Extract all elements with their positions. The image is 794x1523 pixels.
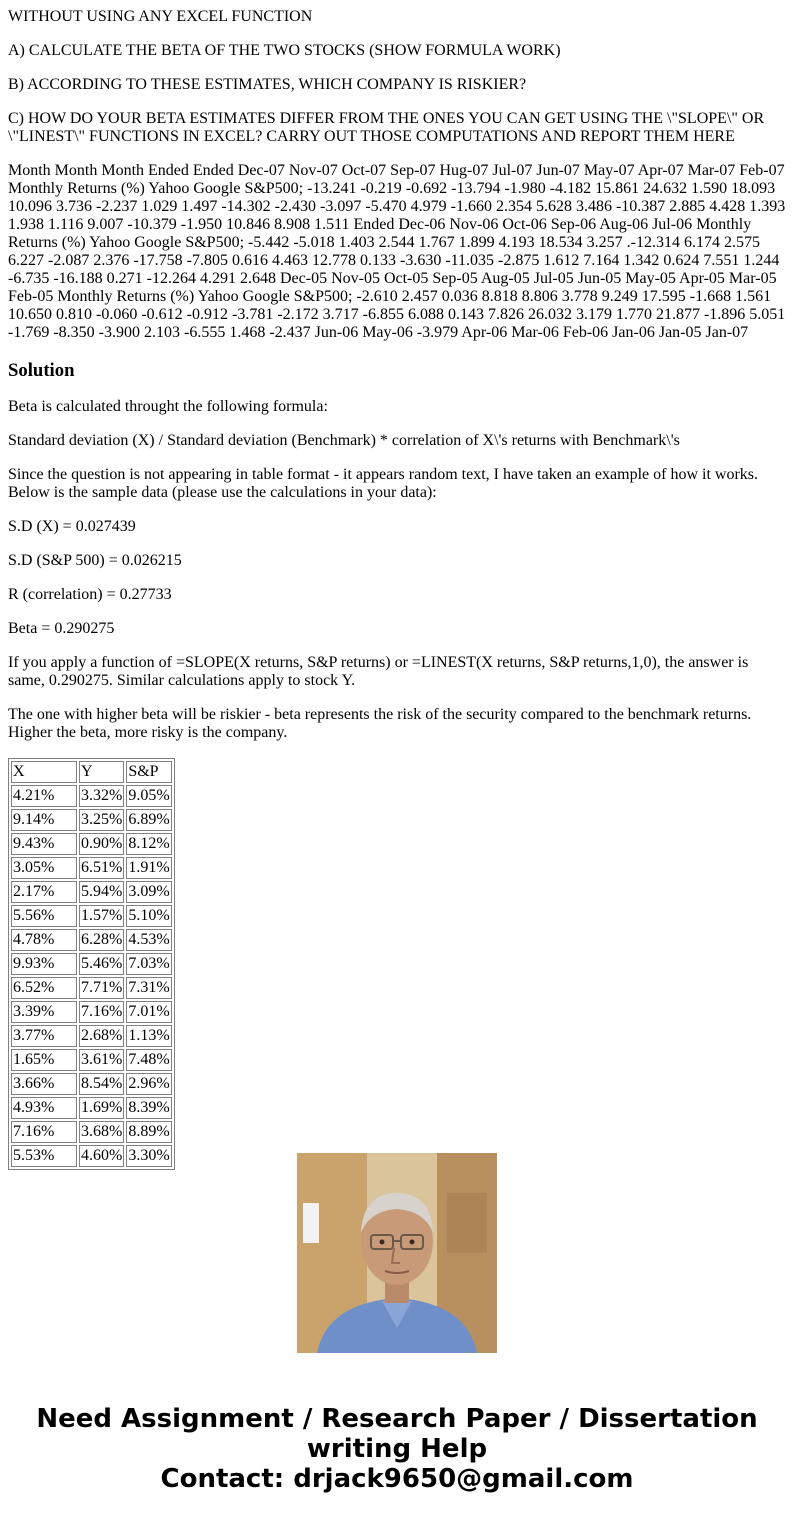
table-header-x: X	[11, 761, 77, 783]
table-cell-y: 3.25%	[79, 809, 124, 831]
table-row	[11, 929, 172, 951]
table-row	[11, 977, 172, 999]
solution-body	[8, 398, 788, 742]
table-cell-y: 7.16%	[79, 1001, 124, 1023]
table-cell-sp: 1.13%	[126, 1025, 171, 1047]
table-cell-x: 4.78%	[11, 929, 77, 951]
table-cell-x: 5.53%	[11, 1145, 77, 1167]
solution-paragraph: Beta is calculated throught the following formula:	[8, 398, 328, 415]
table-cell-x: 1.65%	[11, 1049, 77, 1071]
table-cell-sp: 8.39%	[126, 1097, 171, 1119]
solution-paragraph: If you apply a function of =SLOPE(X returns, S&P returns) or =LINEST(X returns, S&P returns,1,0), the answer is same, 0.290275. Similar calculations apply to stock Y.	[8, 654, 749, 689]
table-cell-x: 2.17%	[11, 881, 77, 903]
table-row	[11, 1121, 172, 1143]
table-cell-y: 7.71%	[79, 977, 124, 999]
table-cell-y: 4.60%	[79, 1145, 124, 1167]
table-cell-x: 9.43%	[11, 833, 77, 855]
table-row	[11, 905, 172, 927]
table-header-sp: S&P	[126, 761, 171, 783]
table-cell-x: 9.14%	[11, 809, 77, 831]
footer-contact: Contact: drjack9650@gmail.com	[160, 1464, 634, 1494]
table-cell-y: 3.61%	[79, 1049, 124, 1071]
table-cell-sp: 5.10%	[126, 905, 171, 927]
solution-beta: Beta = 0.290275	[8, 620, 115, 637]
table-cell-sp: 3.09%	[126, 881, 171, 903]
table-cell-x: 6.52%	[11, 977, 77, 999]
question-line-b: B) ACCORDING TO THESE ESTIMATES, WHICH COMPANY IS RISKIER?	[8, 76, 527, 93]
table-cell-y: 3.68%	[79, 1121, 124, 1143]
table-cell-y: 1.69%	[79, 1097, 124, 1119]
table-header-row	[11, 761, 172, 783]
solution-heading: Solution	[8, 360, 75, 381]
table-row	[11, 1145, 172, 1167]
table-row	[11, 953, 172, 975]
table-row	[11, 833, 172, 855]
table-cell-x: 5.56%	[11, 905, 77, 927]
table-cell-x: 3.39%	[11, 1001, 77, 1023]
table-cell-sp: 9.05%	[126, 785, 171, 807]
table-row	[11, 809, 172, 831]
solution-sd-x: S.D (X) = 0.027439	[8, 518, 136, 535]
footer-line-2: writing Help	[306, 1434, 488, 1464]
table-cell-sp: 7.03%	[126, 953, 171, 975]
table-cell-sp: 2.96%	[126, 1073, 171, 1095]
table-cell-y: 1.57%	[79, 905, 124, 927]
table-cell-sp: 7.01%	[126, 1001, 171, 1023]
author-portrait-image	[297, 1153, 497, 1353]
table-row	[11, 1097, 172, 1119]
table-row	[11, 857, 172, 879]
table-cell-y: 5.46%	[79, 953, 124, 975]
table-row	[11, 1073, 172, 1095]
footer-line-1: Need Assignment / Research Paper / Dissertation	[36, 1404, 758, 1434]
document-content	[8, 0, 788, 1164]
question-block	[8, 8, 788, 342]
solution-paragraph: Standard deviation (X) / Standard deviation (Benchmark) * correlation of X\'s returns with Benchmark\'s	[8, 432, 680, 449]
table-cell-y: 6.28%	[79, 929, 124, 951]
table-cell-sp: 1.91%	[126, 857, 171, 879]
table-cell-x: 3.05%	[11, 857, 77, 879]
table-cell-x: 7.16%	[11, 1121, 77, 1143]
table-cell-x: 3.77%	[11, 1025, 77, 1047]
table-row	[11, 881, 172, 903]
table-cell-x: 3.66%	[11, 1073, 77, 1095]
table-cell-sp: 3.30%	[126, 1145, 171, 1167]
table-cell-sp: 7.48%	[126, 1049, 171, 1071]
solution-paragraph: The one with higher beta will be riskier - beta represents the risk of the security compared to the benchmark returns. Higher the beta, more risky is the company.	[8, 706, 752, 741]
table-cell-sp: 6.89%	[126, 809, 171, 831]
table-cell-sp: 4.53%	[126, 929, 171, 951]
table-cell-x: 4.93%	[11, 1097, 77, 1119]
table-cell-x: 4.21%	[11, 785, 77, 807]
solution-sd-sp: S.D (S&P 500) = 0.026215	[8, 552, 182, 569]
table-cell-y: 8.54%	[79, 1073, 124, 1095]
table-cell-sp: 8.89%	[126, 1121, 171, 1143]
author-avatar	[297, 1153, 497, 1353]
question-data-text: Month Month Month Ended Ended Dec-07 Nov-07 Oct-07 Sep-07 Hug-07 Jul-07 Jun-07 May-07 Apr-07 Mar-07 Feb-07 Monthly Returns (%) Yahoo Google S&P500; -13.241 -0.219 -0.692 -13.794 -1.980 -4.182 15.861 24.632 1.590 18.093 10.096 3.736 -2.237 1.029 1.497 -14.302 -2.430 -3.097 -5.470 4.979 -1.660 2.354 5.628 3.486 -10.387 2.885 4.428 1.393 1.938 1.116 9.007 -10.379 -1.950 10.846 8.908 1.511 Ended Dec-06 Nov-06 Oct-06 Sep-06 Aug-06 Jul-06 Monthly Returns (%) Yahoo Google S&P500; -5.442 -5.018 1.403 2.544 1.767 1.899 4.193 18.534 3.257 .-12.314 6.174 2.575 6.227 -2.087 2.376 -17.758 -7.805 0.616 4.463 12.778 0.133 -3.630 -11.035 -2.875 1.612 7.164 1.342 0.624 7.551 1.244 -6.735 -16.188 0.271 -12.264 4.291 2.648 Dec-05 Nov-05 Oct-05 Sep-05 Aug-05 Jul-05 Jun-05 May-05 Apr-05 Mar-05 Feb-05 Monthly Returns (%) Yahoo Google S&P500; -2.610 2.457 0.036 8.818 8.806 3.778 9.249 17.595 -1.668 1.561 10.650 0.810 -0.060 -0.612 -0.912 -3.781 -2.172 3.717 -6.855 6.088 0.143 7.826 26.032 3.179 1.770 21.877 -1.896 5.051 -1.769 -8.350 -3.900 2.103 -6.555 1.468 -2.437 Jun-06 May-06 -3.979 Apr-06 Mar-06 Feb-06 Jan-06 Jan-05 Jan-07	[8, 162, 786, 341]
table-row	[11, 1025, 172, 1047]
question-line-c: C) HOW DO YOUR BETA ESTIMATES DIFFER FROM THE ONES YOU CAN GET USING THE \"SLOPE\" OR \"LINEST\" FUNCTIONS IN EXCEL? CARRY OUT THOSE COMPUTATIONS AND REPORT THEM HERE	[8, 110, 765, 145]
table-row	[11, 785, 172, 807]
table-cell-sp: 8.12%	[126, 833, 171, 855]
table-cell-y: 0.90%	[79, 833, 124, 855]
returns-table-container	[8, 758, 788, 1164]
footer-promo	[0, 1404, 794, 1494]
table-cell-sp: 7.31%	[126, 977, 171, 999]
returns-table	[8, 758, 175, 1170]
table-cell-y: 2.68%	[79, 1025, 124, 1047]
solution-correlation: R (correlation) = 0.27733	[8, 586, 172, 603]
table-cell-y: 3.32%	[79, 785, 124, 807]
table-cell-x: 9.93%	[11, 953, 77, 975]
table-row	[11, 1001, 172, 1023]
table-row	[11, 1049, 172, 1071]
question-line-a: A) CALCULATE THE BETA OF THE TWO STOCKS (SHOW FORMULA WORK)	[8, 42, 561, 59]
question-line-intro: WITHOUT USING ANY EXCEL FUNCTION	[8, 8, 313, 25]
solution-paragraph: Since the question is not appearing in table format - it appears random text, I have taken an example of how it works. Below is the sample data (please use the calculations in your data):	[8, 466, 758, 501]
table-header-y: Y	[79, 761, 124, 783]
table-cell-y: 5.94%	[79, 881, 124, 903]
table-cell-y: 6.51%	[79, 857, 124, 879]
